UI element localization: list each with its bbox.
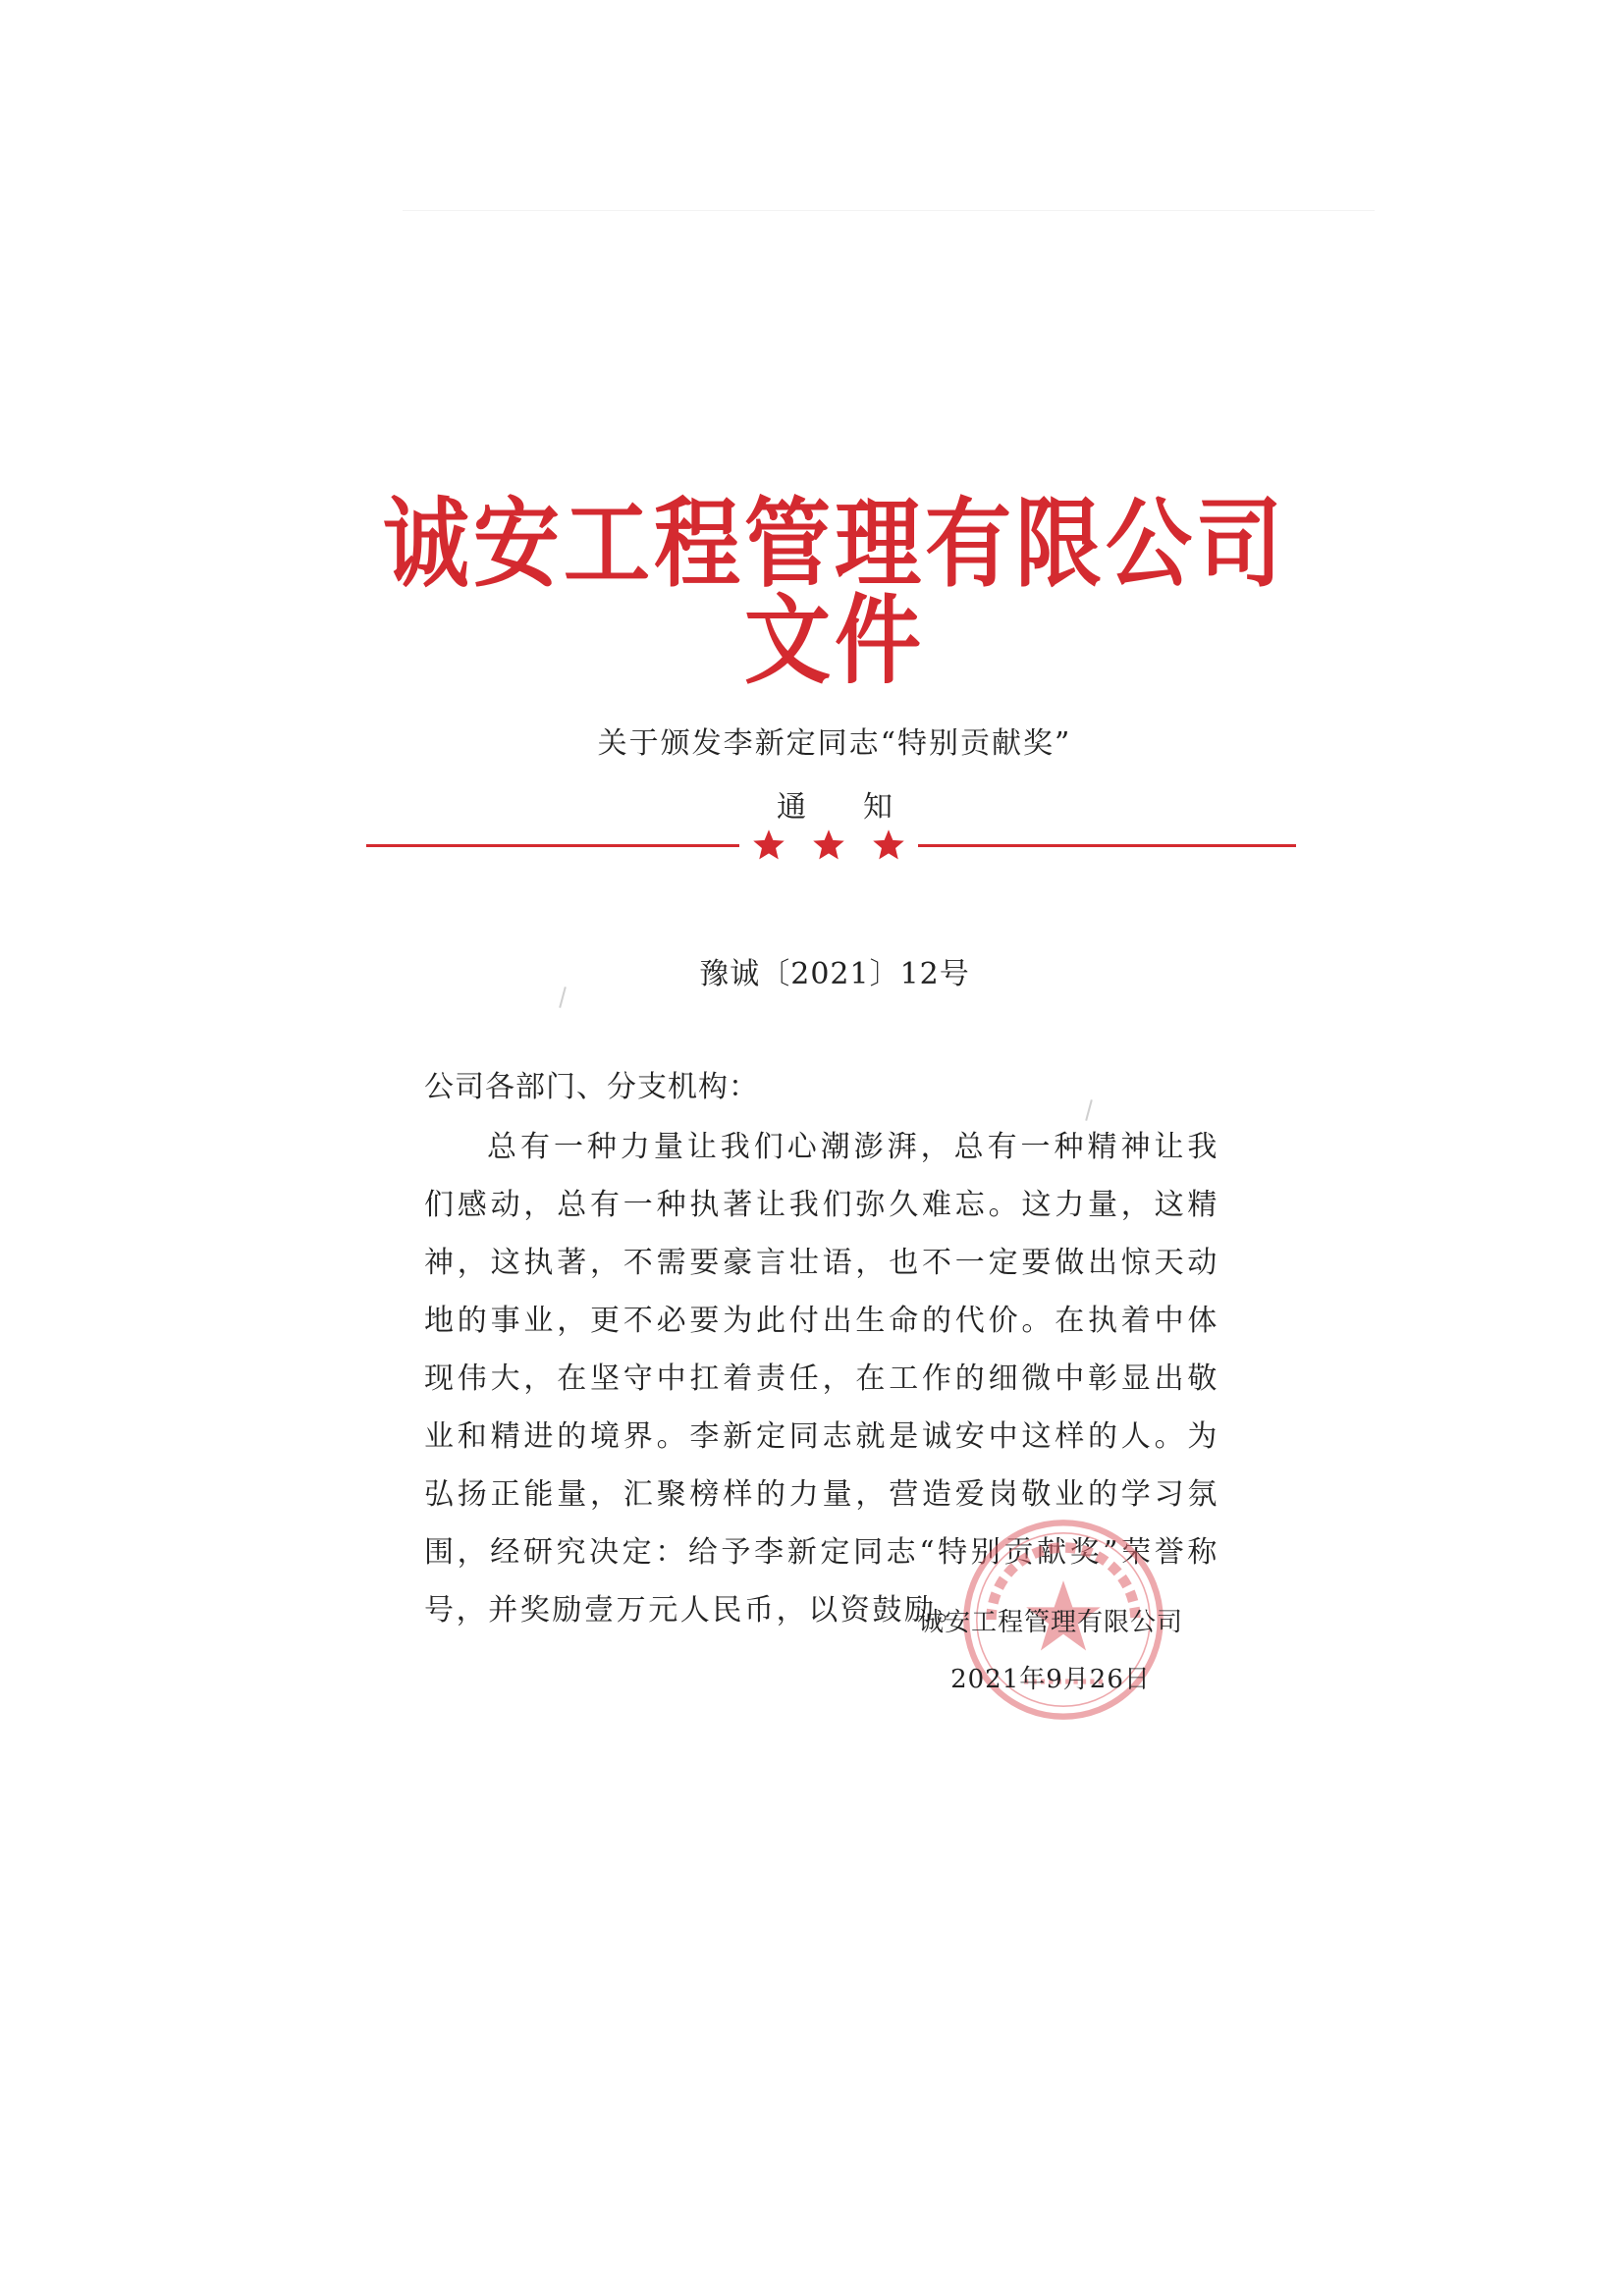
- signature-date: 2021年9月26日: [950, 1665, 1151, 1694]
- salutation: 公司各部门、分支机构：: [424, 1070, 759, 1104]
- notice-word: 通知: [777, 790, 949, 825]
- body-paragraph: 总有一种力量让我们心潮澎湃，总有一种精神让我们感动，总有一种执著让我们弥久难忘。这力量，这精神，这执著，不需要豪言壮语，也不一定要做出惊天动地的事业，更不必要为此付出生命的代价。在执着中体现伟大，在坚守中扛着责任，在工作的细微中彰显出敬业和精进的境界。李新定同志就是诚安中这样的人。为弘扬正能量，汇聚榜样的力量，营造爱岗敬业的学习氛围，经研究决定：给予李新定同志“特别贡献奖”荣誉称号，并奖励壹万元人民币，以资鼓励。: [424, 1130, 1219, 1628]
- divider-rule-right: [918, 844, 1296, 847]
- divider-rule-left: [366, 844, 739, 847]
- document-subject: 关于颁发李新定同志“特别贡献奖”: [597, 726, 1072, 761]
- document-number: 豫诚〔2021〕12号: [699, 957, 970, 991]
- star-icon: [871, 828, 906, 863]
- divider-stars: [739, 821, 918, 870]
- star-icon: [811, 828, 846, 863]
- signature-company: 诚安工程管理有限公司: [917, 1608, 1183, 1637]
- document-header-title: 诚安工程管理有限公司文件: [383, 487, 1287, 697]
- star-icon: [751, 828, 786, 863]
